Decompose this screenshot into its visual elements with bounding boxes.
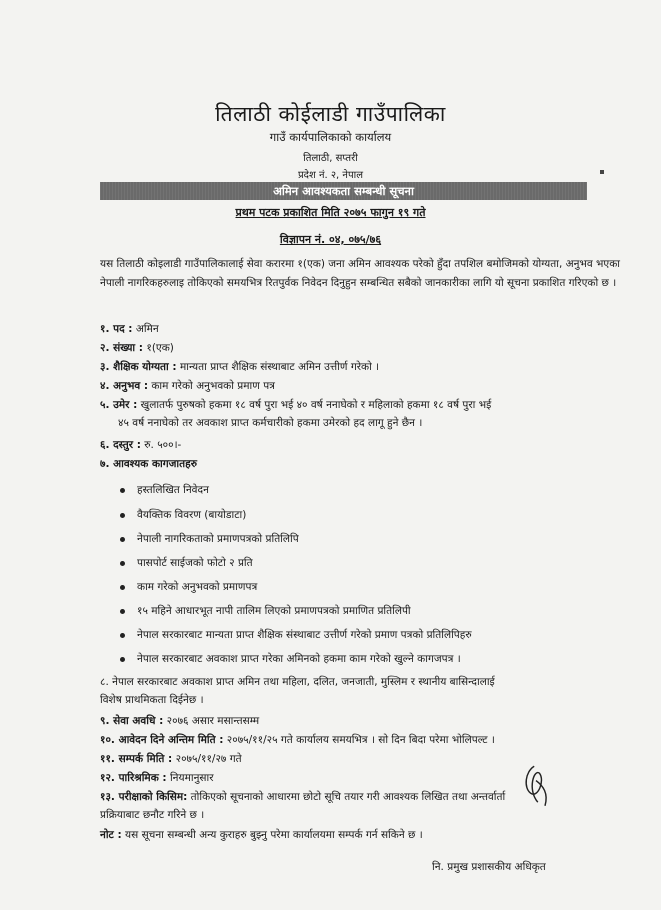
item-exam-type-cont: प्रक्रियाबाट छनौट गरिने छ । <box>100 809 205 821</box>
item-age-cont: ४५ वर्ष ननाघेको तर अवकाश प्राप्त कर्मचारीको हकमा उमेरको हद लागू हुने छैन । <box>118 417 423 429</box>
bullet-icon <box>120 585 125 590</box>
item-fee: ६. दस्तुर : रु. ५००।- <box>100 439 182 451</box>
bullet-icon <box>120 561 125 566</box>
note-line: नोट : यस सूचना सम्बन्धी अन्य कुराहरु बुझ्नु परेमा कार्यालयमा सम्पर्क गर्न सकिने छ । <box>100 829 423 841</box>
item-deadline: १०. आवेदन दिने अन्तिम मिति : २०७५/११/२५ गते कार्यालय समयभित्र । सो दिन बिदा परेमा भोलिपल्ट । <box>100 734 495 746</box>
item-documents: ७. आवश्यक कागजातहरु <box>100 458 197 470</box>
item-remuneration: १२. पारिश्रमिक : नियमानुसार <box>100 772 214 784</box>
item-count: २. संख्या : १(एक) <box>100 342 174 354</box>
intro-paragraph: यस तिलाठी कोइलाडी गाउँपालिकालाई सेवा करारमा १(एक) जना अमिन आवश्यक परेको हुँदा तपशिल बमोजिमको योग्यता, अनुभव भएका नेपाली नागरिकहरुलाइ तोकिएको समयभित्र रितपुर्वक निवेदन दिनुहुन सम्बन्धित सबैको जानकारीका लागि यो सूचना प्रकाशित गरिएको छ । <box>100 258 621 289</box>
office-name: गाउँ कार्यपालिकाको कार्यालय <box>269 130 392 144</box>
bullet-icon <box>120 633 125 638</box>
scan-mark <box>600 170 604 174</box>
province-line: प्रदेश नं. २, नेपाल <box>297 170 364 181</box>
bullet-icon <box>120 537 125 542</box>
list-item: नेपाल सरकारबाट अवकाश प्राप्त गरेका अमिनको हकमा काम गरेको खुल्ने कागजपत्र । <box>120 652 461 666</box>
publish-date: प्रथम पटक प्रकाशित मिति २०७५ फागुन १९ गते <box>235 206 426 219</box>
item-qualification: ३. शैक्षिक योग्यता : मान्यता प्राप्त शैक्षिक संस्थाबाट अमिन उत्तीर्ण गरेको । <box>100 361 380 373</box>
signatory-title: नि. प्रमुख प्रशासकीय अधिकृत <box>432 861 546 873</box>
bullet-icon <box>120 609 125 614</box>
item-post: १. पद : अमिन <box>100 323 159 335</box>
municipality-title: तिलाठी कोईलाडी गाउँपालिका <box>215 102 446 126</box>
bullet-icon <box>120 657 125 662</box>
item-contact-date: ११. सम्पर्क मिति : २०७५/११/२७ गते <box>100 753 242 765</box>
list-item: वैयक्तिक विवरण (बायोडाटा) <box>120 508 246 522</box>
item-service-period: ९. सेवा अवधि : २०७६ असार मसान्तसम्म <box>100 715 260 727</box>
list-item: हस्तलिखित निवेदन <box>120 483 209 497</box>
notice-banner: अमिन आवश्यकता सम्बन्धी सूचना <box>100 182 587 200</box>
advertisement-number: विज्ञापन नं. ०४, ०७५/७६ <box>279 233 382 246</box>
item-experience: ४. अनुभव : काम गरेको अनुभवको प्रमाण पत्र <box>100 380 275 392</box>
item-priority-cont: विशेष प्राथमिकता दिईनेछ । <box>100 694 204 706</box>
list-item: नेपाल सरकारबाट मान्यता प्राप्त शैक्षिक संस्थाबाट उत्तीर्ण गरेको प्रमाण पत्रको प्रतिलिपिहरु <box>120 628 472 642</box>
bullet-icon <box>120 513 125 518</box>
signature-mark <box>518 762 554 810</box>
item-age: ५. उमेर : खुलातर्फ पुरुषको हकमा १८ वर्ष पुरा भई ४० वर्ष ननाघेको र महिलाको हकमा १८ वर्ष पुरा भई <box>100 399 492 411</box>
office-address: तिलाठी, सप्तरी <box>303 153 358 164</box>
item-priority: ८. नेपाल सरकारबाट अवकाश प्राप्त अमिन तथा महिला, दलित, जनजाती, मुस्लिम र स्थानीय बासिन्दालाई <box>100 676 495 688</box>
list-item: पासपोर्ट साईजको फोटो २ प्रति <box>120 556 253 570</box>
bullet-icon <box>120 488 125 493</box>
list-item: काम गरेको अनुभवको प्रमाणपत्र <box>120 580 257 594</box>
item-exam-type: १३. परीक्षाको किसिम: तोकिएको सूचनाको आधारमा छोटो सूचि तयार गरी आवश्यक लिखित तथा अन्तर्वार्ता <box>100 791 506 803</box>
list-item: नेपाली नागरिकताको प्रमाणपत्रको प्रतिलिपि <box>120 532 299 546</box>
list-item: १५ महिने आधारभूत नापी तालिम लिएको प्रमाणपत्रको प्रमाणित प्रतिलिपी <box>120 604 411 618</box>
